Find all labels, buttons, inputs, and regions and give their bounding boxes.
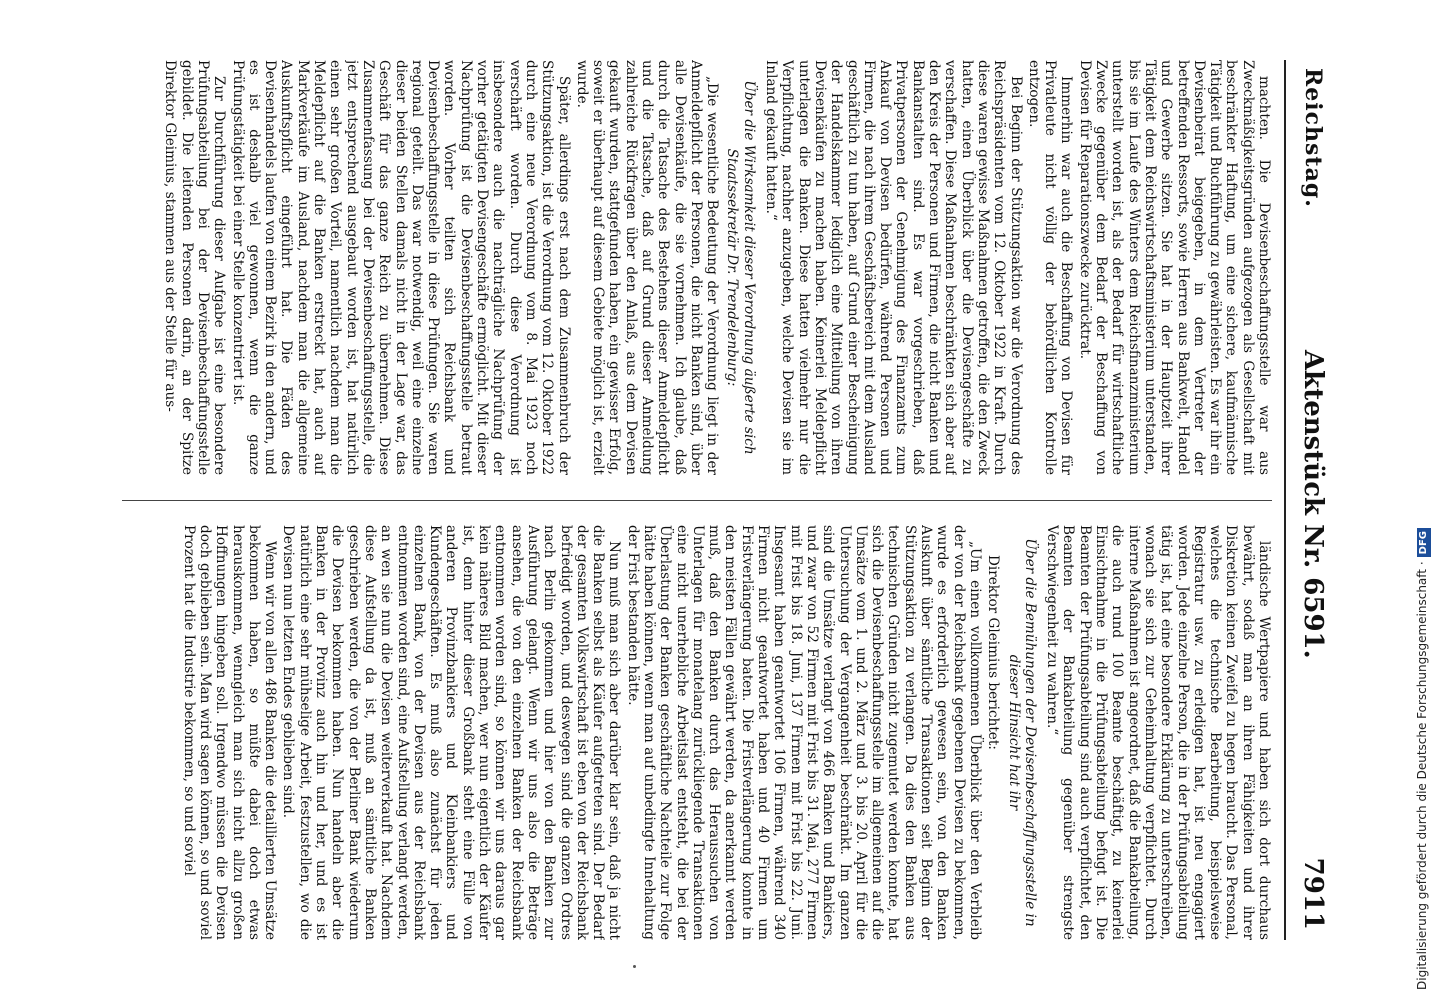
section-intro: Über die Bemühungen der Devisenbeschaffungsstelle in dieser Hinsicht hat ihr	[1005, 538, 1038, 927]
speaker-line: Direktor Gleimius berichtet:	[985, 555, 1002, 750]
digitization-credit	[1412, 10, 1432, 990]
right-column	[112, 525, 1272, 940]
column-divider	[122, 500, 1272, 501]
paragraph: Zur Durchführung dieser Aufgabe ist eine besondere Prüfungsabteilung bei der Devisenbeschaffungsstelle gebildet. Die leitenden Personen darin, an der Spitze Direktor Gleimius, stammen aus der Stelle für aus-	[162, 60, 228, 475]
paragraph: ländische Wertpapiere und haben sich dort durchaus bewährt, sodaß man an ihren Fähigkeiten und ihrer Diskretion keinen Zweifel zu hegen braucht. Das Personal, welches die technische Bearbeitung, beispielsweise Registratur usw. zu erledigen hat, ist neu engagiert worden. Jede einzelne Person, die in der Prüfungsabteilung tätig ist, hat eine besondere Erklärung zu unterschreiben, wonach sie sich zur Geheimhaltung verpflichtet. Durch interne Maßnahmen ist angeordnet, daß die Bankabteilung, die auch rund 100 Beamte beschäftigt, zu keinerlei Einsichtnahme in die Prüfungsabteilung befugt ist. Die Beamten der Prüfungsabteilung sind auch verpflichtet, den Beamten der Bankabteilung gegenüber strengste Verschwiegenheit zu wahren.“	[1044, 525, 1272, 940]
page-number: 7911	[1298, 857, 1328, 930]
document-number: Aktenstück Nr. 6591.	[1298, 350, 1328, 659]
left-column	[112, 60, 1272, 475]
paragraph: „Um einen vollkommenen Überblick über den Verbleib der von der Reichsbank gegebenen Devisen zu bekommen, wurde es erforderlich gewesen sein, von den Banken Auskunft über sämtliche Transaktionen seit Beginn der Stützungsaktion zu verlangen. Da dies den Banken aus technischen Gründen nicht zugemutet werden konnte, hat sich die Devisenbeschaffungsstelle im allgemeinen auf die Umsätze vom 1. und 2. März und 3. bis 20. April für die Untersuchung der Vergangenheit beschränkt. Im ganzen sind die Umsätze verlangt von 466 Banken und Bankiers, und zwar von 52 Firmen mit Frist bis 31. Mai, 277 Firmen mit Frist bis 18. Juni, 137 Firmen mit Frist bis 22. Juni. Insgesamt haben geantwortet 106 Firmen, während 340 Firmen nicht geantwortet haben und 40 Firmen um Fristverlängerung baten. Die Fristverlängerung konnte in den meisten Fällen gewährt werden, da anerkannt werden muß, daß den Banken durch das Heraussuchen von Unterlagen für monatelang zurückliegende Transaktionen eine nicht unerhebliche Arbeitslast entsteht, die bei der Überlastung der Banken geschäftliche Nachteile zur Folge hätte haben können, wenn man auf unbedingte Innehaltung der Frist bestanden hätte.	[624, 525, 983, 940]
credit-text: Digitalisierung gefördert durch die Deutsche Forschungsgemeinschaft ·	[1415, 561, 1429, 990]
paragraph: Später, allerdings erst nach dem Zusammenbruch der Stützungsaktion, ist die Verordnung vom 12. Oktober 1922 durch eine neue Verordnung vom 8. Mai 1923 noch verschärft worden. Durch diese Verordnung ist insbesondere auch die nachträgliche Nachprüfung der vorher getätigten Devisengeschäfte ermöglicht. Mit dieser Nachprüfung ist die Devisenbeschaffungsstelle betraut worden. Vorher teilten sich Reichsbank und Devisenbeschaffungsstelle in diese Prüfungen. Sie waren regional geteilt. Das war notwendig, weil eine einzelne dieser beiden Stellen damals nicht in der Lage war, das Geschäft für das ganze Reich zu übernehmen. Diese Zusammenfassung bei der Devisenbeschaffungsstelle, die jetzt entsprechend ausgebaut worden ist, hat natürlich einen sehr großen Vorteil, namentlich nachdem man die Meldepflicht auf die Banken erstreckt hat, auch auf Markverkäufe im Ausland, nachdem man die allgemeine Auskunftspflicht eingeführt hat. Die Fäden des Devisenhandels laufen von einem Bezirk in den andern, und es ist deshalb viel gewonnen, wenn die ganze Prüfungstätigkeit bei einer Stelle konzentriert ist.	[229, 60, 572, 475]
page-header	[1286, 60, 1330, 940]
dfg-logo: DFG	[1417, 528, 1431, 557]
running-head: Reichstag.	[1300, 68, 1326, 208]
paragraph: Wenn wir von allen 486 Banken die detaillierten Umsätze bekommen haben, so müßte dabei doch etwas herauskommen, wenngleich man sich nicht allzu großen Hoffnungen hingeben soll. Irgendwo müssen die Devisen doch geblieben sein. Man wird sagen können, so und soviel Prozent hat die Industrie bekommen, so und soviel	[180, 525, 279, 940]
section-intro: Über die Wirksamkeit dieser Verordnung äußerte sich Staatssekretär Dr. Trendelenburg:	[724, 80, 757, 455]
header-rule	[1284, 60, 1286, 940]
paragraph: „Die wesentliche Bedeutung der Verordnung liegt in der Anmeldepflicht der Personen, die nicht Banken sind, über alle Devisenkäufe, die sie vornehmen. Ich glaube, daß durch die Tatsache des Bestehens dieser Anmeldepflicht und die Tatsache, daß auf Grund dieser Anmeldung zahlreiche Rückfragen über den Anlaß, aus dem Devisen gekauft wurden, stattgefunden haben, ein gewisser Erfolg, soweit er überhaupt auf diesem Gebiete möglich ist, erzielt wurde.	[573, 60, 721, 475]
paragraph: Immerhin war auch die Beschaffung von Devisen für Privatleute nicht völlig der behördlichen Kontrolle entzogen.	[1025, 60, 1075, 475]
paragraph: Bei Beginn der Stützungsaktion war die Verordnung des Reichspräsidenten vom 12. Oktober 1922 in Kraft. Durch diese waren gewisse Maßnahmen getroffen, die den Zweck hatten, einen Überblick über die Devisengeschäfte zu verschaffen. Diese Maßnahmen beschränkten sich aber auf den Kreis der Personen und Firmen, die nicht Banken und Bankanstalten sind. Es war vorgeschrieben, daß Privatpersonen der Genehmigung des Finanzamts zum Ankauf von Devisen bedürfen, während Personen und Firmen, die nach ihrem Geschäftsbereich mit dem Ausland geschäftlich zu tun haben, auf Grund einer Bescheinigung der Handelskammer lediglich eine Mitteilung von ihren Devisenkäufen zu machen haben. Keinerlei Meldepflicht unterlagen die Banken. Diese hatten vielmehr nur die Verpflichtung, nachher anzugeben, welche Devisen sie im Inland gekauft hatten.“	[763, 60, 1024, 475]
paragraph: Nun muß man sich aber darüber klar sein, daß ja nicht die Banken selbst als Käufer aufgetreten sind. Der Bedarf der gesamten Volkswirtschaft ist eben von der Reichsbank befriedigt worden, und deswegen sind die ganzen Ordres nach Berlin gekommen und hier von den Banken zur Ausführung gelangt. Wenn wir uns also die Beträge ansehen, die von den einzelnen Banken der Reichsbank entnommen worden sind, so können wir uns daraus gar kein näheres Bild machen, wer nun eigentlich der Käufer ist, denn hinter dieser Großbank steht eine Fülle von anderen Provinzbankiers und Kleinbankiers und Kundengeschäften. Es muß also zunächst für jeden einzelnen Bank, von der Devisen aus der Reichsbank entnommen worden sind, eine Aufstellung verlangt werden, an wen sie nun die Devisen weiterverkauft hat. Nachdem diese Aufstellung da ist, muß an sämtliche Banken geschrieben werden, die von der Berliner Bank wiederum die Devisen bekommen haben. Nun handeln aber die Banken in der Provinz auch hin und her, und es ist natürlich eine sehr mühselige Arbeit, festzustellen, wo die Devisen nun letzten Endes geblieben sind.	[280, 525, 623, 940]
scan-speck	[633, 965, 636, 968]
newspaper-page	[90, 60, 1330, 940]
paragraph: machten. Die Devisenbeschaffungsstelle war aus Zweckmäßigkeitsgründen aufgezogen als Gesellschaft mit beschränkter Haftung, um eine sichere, kaufmännische Tätigkeit und Buchführung zu gewährleisten. Es war ihr ein Devisenbeirat beigegeben, in dem Vertreter der betreffenden Ressorts, sowie Herren aus Bankwelt, Handel und Gewerbe sitzen. Sie hat in der Hauptzeit ihrer Tätigkeit dem Reichswirtschaftsministerium unterstanden, bis sie im Laufe des Winters dem Reichsfinanzministerium unterstellt worden ist, als der Bedarf für wirtschaftliche Zwecke gegenüber dem Bedarf der Beschaffung von Devisen für Reparationszwecke zurücktrat.	[1076, 60, 1272, 475]
